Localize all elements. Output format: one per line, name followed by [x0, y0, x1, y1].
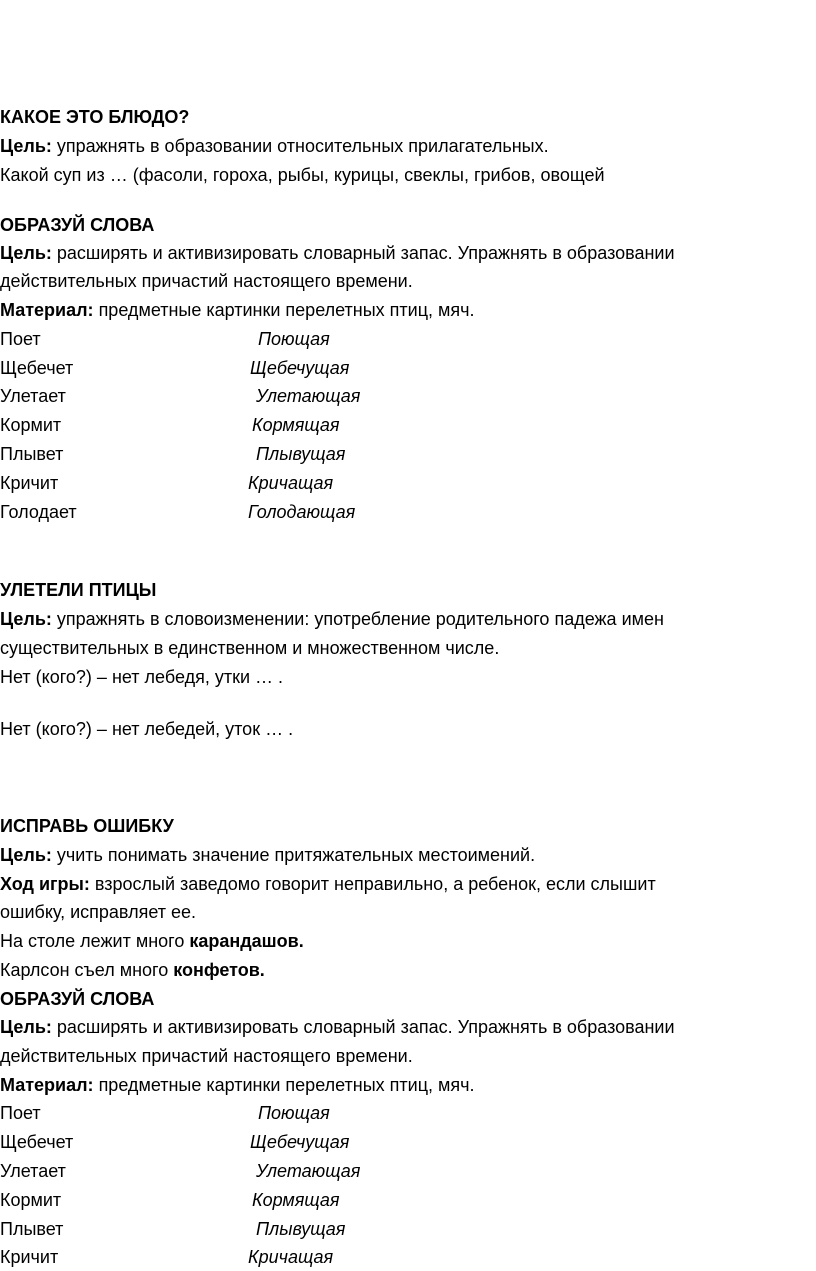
participle-item: Щебечущая: [250, 358, 350, 378]
game-line: [0, 873, 656, 895]
verb-item: Поет: [0, 329, 41, 349]
goal-text: учить понимать значение притяжательных местоимений.: [51, 845, 536, 865]
example-line: [0, 959, 265, 981]
verb-item: Плывет: [0, 1219, 64, 1239]
section-title-fix-error: ИСПРАВЬ ОШИБКУ: [0, 816, 174, 836]
participle-item: Поющая: [258, 329, 330, 349]
material-label: Материал:: [0, 300, 94, 320]
material-label: Материал:: [0, 1075, 94, 1095]
participle-item: Кричащая: [248, 1247, 334, 1267]
section-title-dish: КАКОЕ ЭТО БЛЮДО?: [0, 107, 190, 127]
goal-line-continued: действительных причастий настоящего времени.: [0, 271, 413, 291]
participle-item: Кормящая: [252, 415, 340, 435]
participle-item: Голодающая: [248, 502, 356, 522]
participle-item: Улетающая: [256, 386, 361, 406]
verb-item: Кормит: [0, 1190, 62, 1210]
goal-label: Цель:: [0, 609, 52, 629]
material-text: предметные картинки перелетных птиц, мяч.: [93, 300, 475, 320]
example-line: Нет (кого?) – нет лебедя, утки … .: [0, 667, 283, 687]
goal-label: Цель:: [0, 243, 52, 263]
example-bold-word: карандашов.: [189, 931, 304, 951]
example-line: Какой суп из … (фасоли, гороха, рыбы, курицы, свеклы, грибов, овощей: [0, 165, 605, 185]
participle-item: Плывущая: [256, 1219, 346, 1239]
participle-item: Улетающая: [256, 1161, 361, 1181]
verb-item: Кричит: [0, 473, 59, 493]
verb-item: Улетает: [0, 386, 66, 406]
example-text: На столе лежит много: [0, 931, 190, 951]
example-text: Карлсон съел много: [0, 960, 174, 980]
participle-item: Поющая: [258, 1103, 330, 1123]
participle-item: Кормящая: [252, 1190, 340, 1210]
participle-item: Кричащая: [248, 473, 334, 493]
verb-item: Поет: [0, 1103, 41, 1123]
game-label: Ход игры:: [0, 874, 90, 894]
material-line: [0, 1074, 475, 1096]
goal-line-continued: существительных в единственном и множественном числе.: [0, 638, 500, 658]
participle-item: Плывущая: [256, 444, 346, 464]
goal-text: расширять и активизировать словарный запас. Упражнять в образовании: [51, 243, 675, 263]
verb-item: Кричит: [0, 1247, 59, 1267]
verb-item: Голодает: [0, 502, 77, 522]
material-line: [0, 299, 475, 321]
goal-line: [0, 844, 535, 866]
goal-label: Цель:: [0, 1017, 52, 1037]
goal-line: [0, 1016, 675, 1038]
verb-item: Кормит: [0, 415, 62, 435]
goal-line: [0, 242, 675, 264]
section-title-form-words: ОБРАЗУЙ СЛОВА: [0, 989, 155, 1009]
example-line: [0, 930, 304, 952]
goal-line: [0, 608, 664, 630]
goal-line: [0, 135, 549, 157]
verb-item: Щебечет: [0, 358, 74, 378]
verb-item: Улетает: [0, 1161, 66, 1181]
material-text: предметные картинки перелетных птиц, мяч.: [93, 1075, 475, 1095]
example-bold-word: конфетов.: [173, 960, 265, 980]
goal-text: упражнять в образовании относительных прилагательных.: [51, 136, 549, 156]
section-title-birds-flew: УЛЕТЕЛИ ПТИЦЫ: [0, 580, 157, 600]
game-line-continued: ошибку, исправляет ее.: [0, 902, 196, 922]
verb-item: Плывет: [0, 444, 64, 464]
participle-item: Щебечущая: [250, 1132, 350, 1152]
game-text: взрослый заведомо говорит неправильно, а ребенок, если слышит: [89, 874, 656, 894]
goal-text: упражнять в словоизменении: употребление родительного падежа имен: [51, 609, 664, 629]
goal-text: расширять и активизировать словарный запас. Упражнять в образовании: [51, 1017, 675, 1037]
goal-label: Цель:: [0, 845, 52, 865]
example-line: Нет (кого?) – нет лебедей, уток … .: [0, 719, 294, 739]
goal-line-continued: действительных причастий настоящего времени.: [0, 1046, 413, 1066]
goal-label: Цель:: [0, 136, 52, 156]
section-title-form-words: ОБРАЗУЙ СЛОВА: [0, 215, 155, 235]
verb-item: Щебечет: [0, 1132, 74, 1152]
